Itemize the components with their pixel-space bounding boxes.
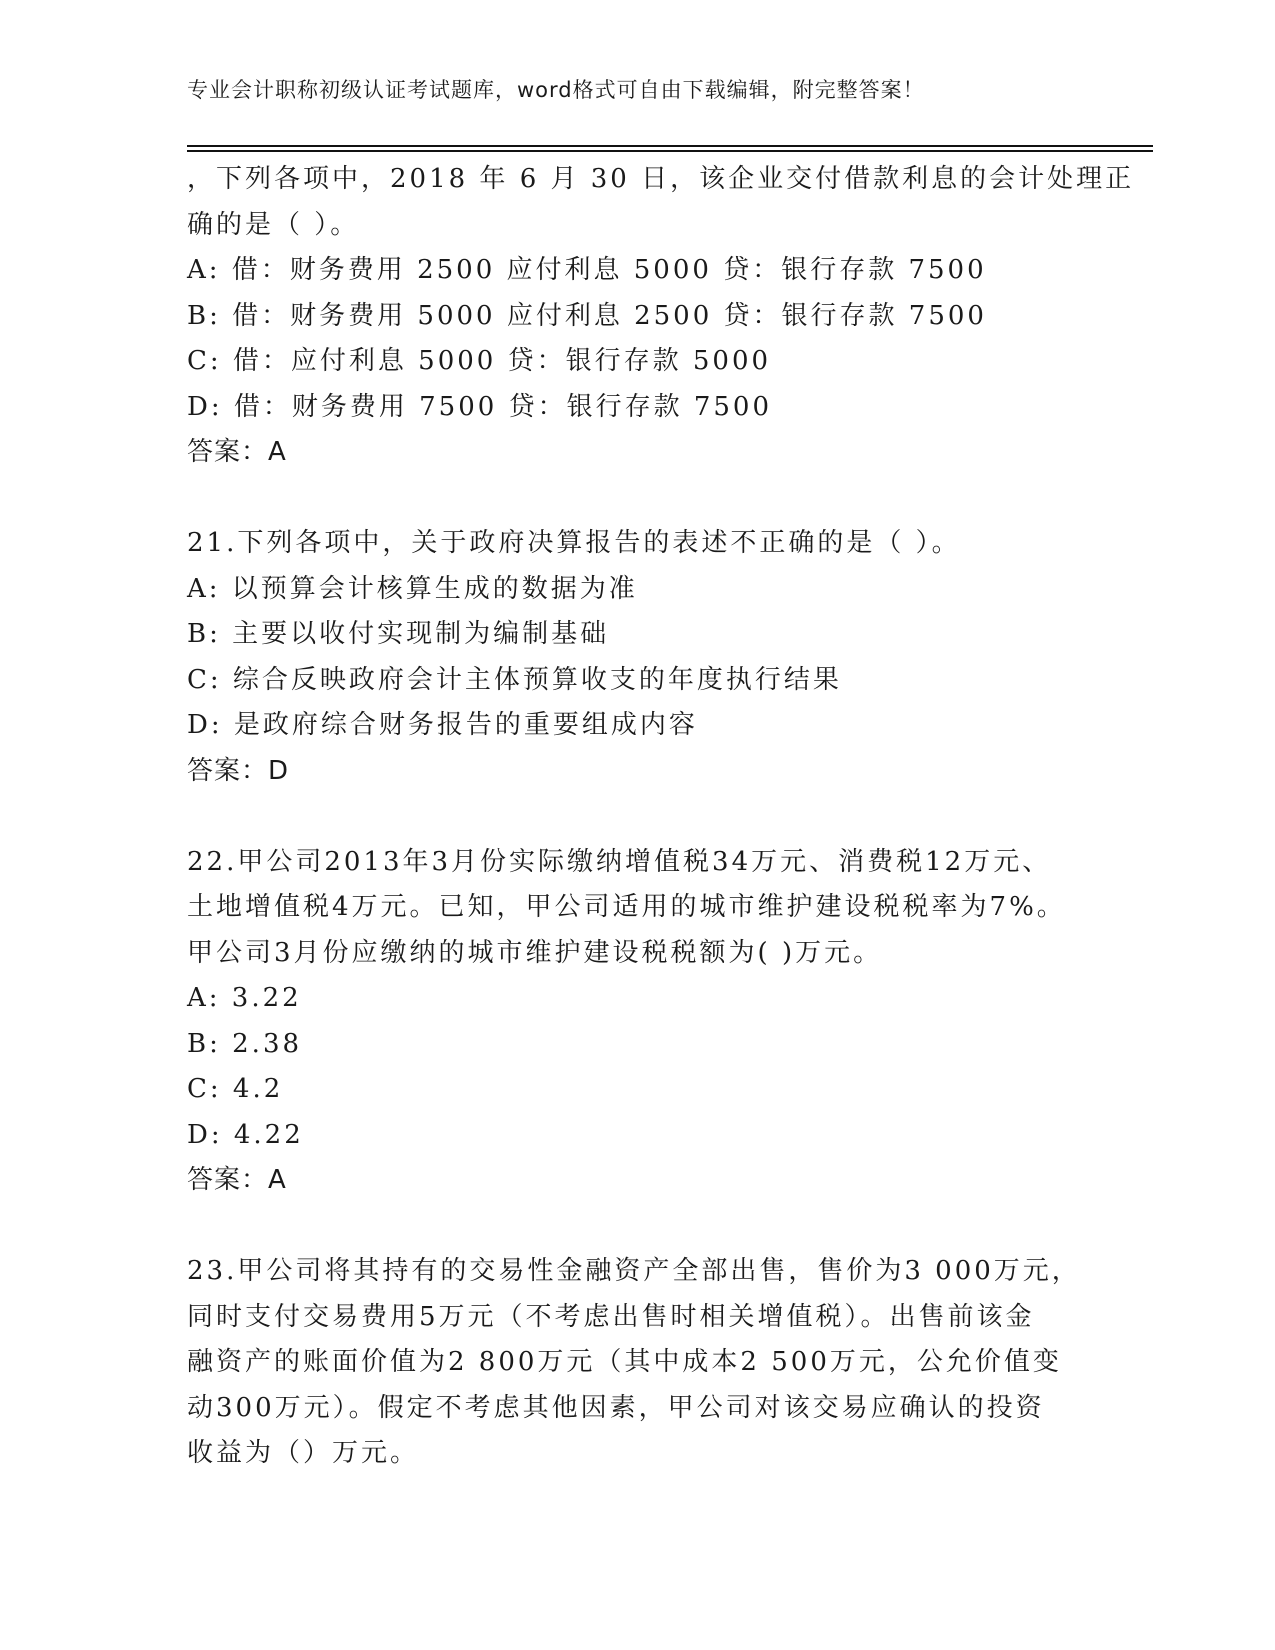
question-gap [187,476,1127,522]
option-d: D: 借：财务费用 7500 贷：银行存款 7500 [187,391,773,422]
question-stem-line: 确的是（ ）。 [187,209,360,240]
question-stem-line: ，下列各项中，2018 年 6 月 30 日，该企业交付借款利息的会计处理正 [187,164,1135,194]
question-gap [187,794,1127,840]
question-gap [187,1204,1127,1250]
question-stem-line: 动300万元）。假定不考虑其他因素，甲公司对该交易应确认的投资 [187,1392,1045,1423]
answer-line: 答案：A [187,1165,287,1195]
option-d: D: 是政府综合财务报告的重要组成内容 [187,710,698,740]
option-a: A: 以预算会计核算生成的数据为准 [187,573,638,604]
question-list [187,157,1135,1477]
question-stem-line: 融资产的账面价值为2 800万元（其中成本2 500万元，公允价值变 [187,1347,1062,1377]
answer-line: 答案：D [187,755,290,786]
option-c: C: 借：应付利息 5000 贷：银行存款 5000 [187,346,772,376]
option-b: B: 主要以收付实现制为编制基础 [187,619,610,649]
option-b: B: 借：财务费用 5000 应付利息 2500 贷：银行存款 7500 [187,300,987,331]
question-block [187,840,1127,1204]
question-stem-line: 甲公司3月份应缴纳的城市维护建设税税额为( )万元。 [187,937,883,968]
option-a: A: 3.22 [187,983,302,1013]
question-stem-line: 土地增值税4万元。已知，甲公司适用的城市维护建设税税率为7%。 [187,892,1066,922]
question-stem-line: 收益为（）万元。 [187,1438,420,1468]
answer-line: 答案：A [187,437,287,467]
question-stem-line: 23.甲公司将其持有的交易性金融资产全部出售，售价为3 000万元， [187,1256,1081,1286]
header-rule-top [187,145,1153,147]
question-block [187,521,1127,794]
question-stem-line: 21.下列各项中，关于政府决算报告的表述不正确的是（ ）。 [187,528,961,558]
option-c: C: 综合反映政府会计主体预算收支的年度执行结果 [187,664,842,695]
option-d: D: 4.22 [187,1119,304,1150]
option-a: A: 借：财务费用 2500 应付利息 5000 贷：银行存款 7500 [187,255,987,285]
page-header: 专业会计职称初级认证考试题库，word格式可自由下载编辑，附完整答案！ [187,78,925,102]
question-block [187,157,1135,476]
option-c: C: 4.2 [187,1074,284,1104]
question-stem-line: 22.甲公司2013年3月份实际缴纳增值税34万元、消费税12万元、 [187,846,1052,877]
question-stem-line: 同时支付交易费用5万元（不考虑出售时相关增值税）。出售前该金 [187,1301,1035,1332]
question-block [187,1249,1127,1477]
header-rule-bottom [187,150,1153,152]
option-b: B: 2.38 [187,1028,303,1059]
